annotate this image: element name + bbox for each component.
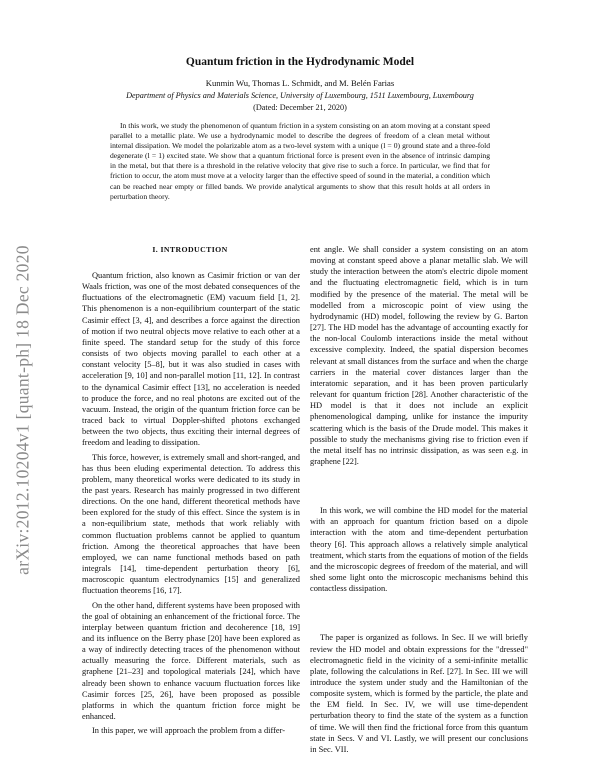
arxiv-identifier: arXiv:2012.10204v1 [quant-ph] 18 Dec 2020 <box>12 245 33 575</box>
paragraph: This force, however, is extremely small and short-ranged, and has thus been eluding experimental detection. To address this problem, many theoretical works were dedicated to its study in the past years. Research has mainly progressed in two different directions. On the one hand, different theoretical methods have been explored for the study of this effect. Since the system is in a non-equilibrium state, methods that work reliably with common fluctuation problems cannot be applied to quantum friction. Among the theoretical approaches that have been employed, we can name functional methods based on path integrals [14], time-dependent perturbation theory [6], macroscopic quantum electrodynamics [15] and generalized fluctuation theorems [16, 17]. <box>82 452 300 596</box>
paper-title: Quantum friction in the Hydrodynamic Model <box>185 56 415 68</box>
paragraph: In this work, we will combine the HD model for the material with an approach for quantum friction based on a dipole interaction with the atom and time-dependent perturbation theory [6]. This approach allows a relatively simple analytical treatment, which starts from the equations of motion of the fields and the microscopic degrees of freedom of the material, and will shed some light onto the microscopic mechanisms behind this contactless dissipation. <box>310 506 528 594</box>
paragraph: The paper is organized as follows. In Sec. II we will briefly review the HD model and obtain expressions for the "dressed" electromagnetic field in the vicinity of a semi-infinite metallic plate, following the calculations in Ref. [27]. In Sec. III we will introduce the system under study and the Hamiltonian of the composite system, which is formed by the particle, the plate and the EM field. In Sec. IV, we will use time-dependent perturbation theory to find the state of the system as a function of time. We will then find the frictional force from this quantum state in Secs. V and VI. Lastly, we will present our conclusions in Sec. VII. <box>310 633 528 754</box>
author-list: Kunmin Wu, Thomas L. Schmidt, and M. Belén Farias <box>205 78 395 88</box>
paragraph: On the other hand, different systems have been proposed with the goal of obtaining an enhancement of the frictional force. The interplay between quantum friction and decoherence [18, 19] and its influence on the Berry phase [20] have been explored as a way of indirectly detecting traces of the phenomenon without actually measuring the force. Different materials, such as graphene [21–23] and topological materials [24], which have already been shown to enhance vacuum fluctuation forces like Casimir forces [25, 26], have been proposed as possible platforms in which the quantum friction force might be enhanced. <box>82 600 300 722</box>
abstract: In this work, we study the phenomenon of quantum friction in a system consisting on an atom moving at a constant speed parallel to a metallic plate. We use a hydrodynamic model to describe the degrees of freedom of a clean metal without internal dissipation. We model the polarizable atom as a two-level system with a unique (l = 0) ground state and a three-fold degenerate (l = 1) excited state. We show that a quantum frictional force is present even in the absence of intrinsic damping in the metal, but that there is a threshold in the relative velocity that give rise to such a force. In particular, we find that for friction to occur, the atom must move at a velocity larger than the effective speed of sound in the material, a condition which can be reached near empty or filled bands. We provide analytical arguments to show that this result holds at all orders in perturbation theory. <box>110 121 490 201</box>
right-column <box>310 244 528 755</box>
date-line: (Dated: December 21, 2020) <box>253 103 347 112</box>
section-heading: I. INTRODUCTION <box>152 245 228 254</box>
affiliation: Department of Physics and Materials Science, University of Luxembourg, 1511 Luxembourg, Luxembourg <box>126 91 474 100</box>
left-column <box>82 270 300 736</box>
arxiv-identifier-sidebar <box>6 150 40 670</box>
paragraph: ent angle. We shall consider a system consisting on an atom moving at constant speed above a planar metallic slab. We will study the interaction between the atom's electric dipole moment and the fluctuating electromagnetic field, which is in turn modified by the presence of the material. The metal will be modelled from a microscopic point of view using the hydrodynamic (HD) model, following the review by G. Barton [27]. The HD model has the advantage of accounting exactly for the non-local Coulomb interactions inside the metal without excessive complexity. Indeed, the spatial dispersion becomes relevant at small distances from the surface and when the charge carriers in the material cover distances larger than the interatomic separation, and it has been proven particularly relevant for quantum friction [28]. Another characteristic of the HD model is that it does not include an explicit phenomenological damping, unlike for instance the impurity scattering which is the basis of the Drude model. This makes it possible to study the mechanisms giving rise to friction even if the metal itself has no intrinsic dissipation, as was seen e.g. in graphene [22]. <box>310 245 528 466</box>
paragraph: Quantum friction, also known as Casimir friction or van der Waals friction, was one of the most debated consequences of the fluctuations of the electromagnetic (EM) vacuum field [1, 2]. This phenomenon is a non-equilibrium counterpart of the static Casimir effect [3, 4], and describes a force against the direction of motion if two neutral objects move relative to each other at a finite speed. The standard setup for the study of this force consists of two objects moving parallel to each other at a constant velocity [5–8], but it was also studied in cases with acceleration [9, 10] and non-parallel motion [11, 12]. In contrast to the dynamical Casimir effect [13], no acceleration is needed to produce the force, and no real photons are excited out of the vacuum. Instead, the origin of the quantum friction force can be traced back to virtual Doppler-shifted photons exchanged between the two objects, thus exciting their internal degrees of freedom and leading to dissipation. <box>82 271 300 448</box>
paragraph: In this paper, we will approach the problem from a differ- <box>92 726 286 736</box>
